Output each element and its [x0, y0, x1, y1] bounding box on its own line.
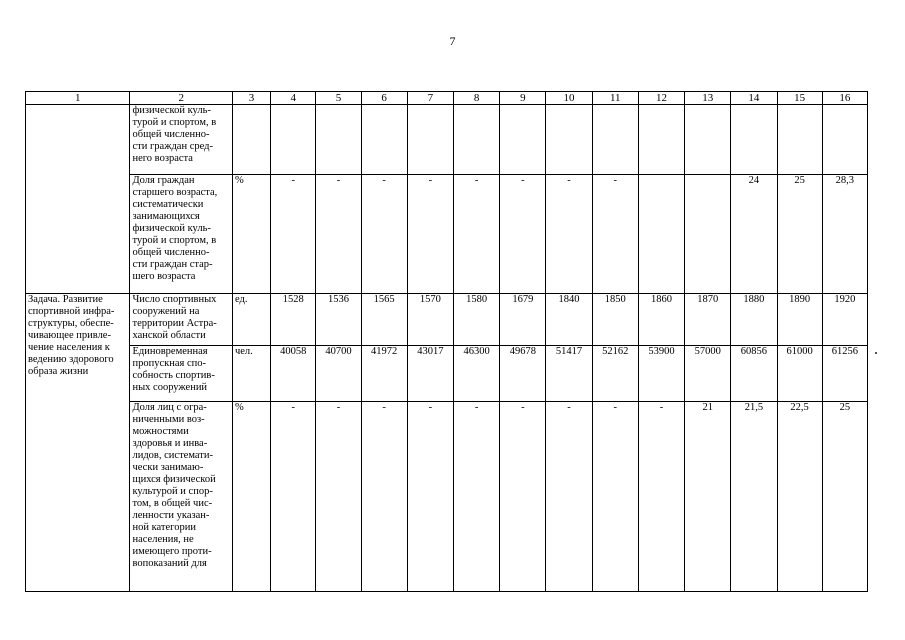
- value-cell: [685, 105, 731, 175]
- column-number: 13: [685, 92, 731, 105]
- column-number: 1: [26, 92, 130, 105]
- value-cell: -: [271, 402, 316, 592]
- value-cell: 46300: [453, 346, 499, 402]
- value-cell: 57000: [685, 346, 731, 402]
- value-cell: 1870: [685, 294, 731, 346]
- value-cell: 61256: [822, 346, 867, 402]
- unit-cell: %: [232, 175, 270, 294]
- column-number: 14: [731, 92, 777, 105]
- value-cell: 1570: [407, 294, 453, 346]
- column-number: 5: [316, 92, 361, 105]
- indicator-cell: Число спортивных сооружений на территории Астра- ханской области: [130, 294, 232, 346]
- value-cell: [316, 105, 361, 175]
- table-row: [26, 294, 868, 346]
- value-cell: [685, 175, 731, 294]
- value-cell: -: [316, 402, 361, 592]
- column-number: 15: [777, 92, 822, 105]
- value-cell: -: [546, 175, 592, 294]
- column-number: 11: [592, 92, 638, 105]
- value-cell: -: [453, 402, 499, 592]
- value-cell: 43017: [407, 346, 453, 402]
- value-cell: 1536: [316, 294, 361, 346]
- table-row: [26, 402, 868, 592]
- value-cell: 1565: [361, 294, 407, 346]
- value-cell: 52162: [592, 346, 638, 402]
- column-number: 8: [453, 92, 499, 105]
- column-number: 6: [361, 92, 407, 105]
- value-cell: 49678: [500, 346, 546, 402]
- value-cell: 28,3: [822, 175, 867, 294]
- value-cell: [638, 105, 684, 175]
- value-cell: [822, 105, 867, 175]
- value-cell: -: [361, 402, 407, 592]
- table-row: [26, 105, 868, 175]
- value-cell: 1840: [546, 294, 592, 346]
- value-cell: -: [592, 402, 638, 592]
- column-number: 12: [638, 92, 684, 105]
- value-cell: 1880: [731, 294, 777, 346]
- page-number: 7: [449, 34, 456, 48]
- value-cell: [777, 105, 822, 175]
- value-cell: [500, 105, 546, 175]
- value-cell: -: [500, 402, 546, 592]
- value-cell: -: [592, 175, 638, 294]
- value-cell: -: [638, 402, 684, 592]
- value-cell: 1528: [271, 294, 316, 346]
- column-number: 16: [822, 92, 867, 105]
- value-cell: -: [271, 175, 316, 294]
- value-cell: 40058: [271, 346, 316, 402]
- value-cell: 24: [731, 175, 777, 294]
- unit-cell: ед.: [232, 294, 270, 346]
- unit-cell: чел.: [232, 346, 270, 402]
- value-cell: 40700: [316, 346, 361, 402]
- indicators-table: [25, 91, 868, 592]
- value-cell: [546, 105, 592, 175]
- value-cell: 1580: [453, 294, 499, 346]
- table-row: [26, 175, 868, 294]
- task-cell: Задача. Развитие спортивной инфра- структуры, обеспе- чивающее привле- чение населения к ведению здорового образа жизни: [26, 294, 130, 592]
- indicator-cell: Единовременная пропускная спо- собность спортив- ных сооружений: [130, 346, 232, 402]
- value-cell: -: [407, 402, 453, 592]
- table-row: [26, 346, 868, 402]
- value-cell: [407, 105, 453, 175]
- column-number: 4: [271, 92, 316, 105]
- value-cell: 1860: [638, 294, 684, 346]
- value-cell: 1850: [592, 294, 638, 346]
- value-cell: 51417: [546, 346, 592, 402]
- value-cell: 41972: [361, 346, 407, 402]
- value-cell: [731, 105, 777, 175]
- value-cell: [271, 105, 316, 175]
- value-cell: [592, 105, 638, 175]
- value-cell: 1920: [822, 294, 867, 346]
- value-cell: -: [316, 175, 361, 294]
- value-cell: 53900: [638, 346, 684, 402]
- value-cell: 60856: [731, 346, 777, 402]
- value-cell: [361, 105, 407, 175]
- column-number: 9: [500, 92, 546, 105]
- value-cell: -: [361, 175, 407, 294]
- indicator-cell: Доля лиц с огра- ниченными воз- можностями здоровья и инва- лидов, системати- чески занимаю- щихся физической культурой и спор- том, в общей чис- ленности указан- ной категории населения, не имеющего проти- вопоказаний для: [130, 402, 232, 592]
- value-cell: -: [500, 175, 546, 294]
- value-cell: 21,5: [731, 402, 777, 592]
- value-cell: 61000: [777, 346, 822, 402]
- column-number-row: [26, 92, 868, 105]
- indicator-cell: физической куль- турой и спортом, в общей численно- сти граждан сред- него возраста: [130, 105, 232, 175]
- value-cell: 1890: [777, 294, 822, 346]
- value-cell: 1679: [500, 294, 546, 346]
- column-number: 3: [232, 92, 270, 105]
- value-cell: -: [407, 175, 453, 294]
- column-number: 7: [407, 92, 453, 105]
- indicator-cell: Доля граждан старшего возраста, систематически занимающихся физической куль- турой и спортом, в общей численно- сти граждан стар- шего возраста: [130, 175, 232, 294]
- task-cell: [26, 105, 130, 294]
- column-number: 2: [130, 92, 232, 105]
- value-cell: [638, 175, 684, 294]
- value-cell: -: [546, 402, 592, 592]
- value-cell: 22,5: [777, 402, 822, 592]
- value-cell: [453, 105, 499, 175]
- value-cell: 25: [777, 175, 822, 294]
- unit-cell: %: [232, 402, 270, 592]
- value-cell: -: [453, 175, 499, 294]
- value-cell: 21: [685, 402, 731, 592]
- value-cell: 25: [822, 402, 867, 592]
- column-number: 10: [546, 92, 592, 105]
- scan-speck: [875, 352, 877, 354]
- unit-cell: [232, 105, 270, 175]
